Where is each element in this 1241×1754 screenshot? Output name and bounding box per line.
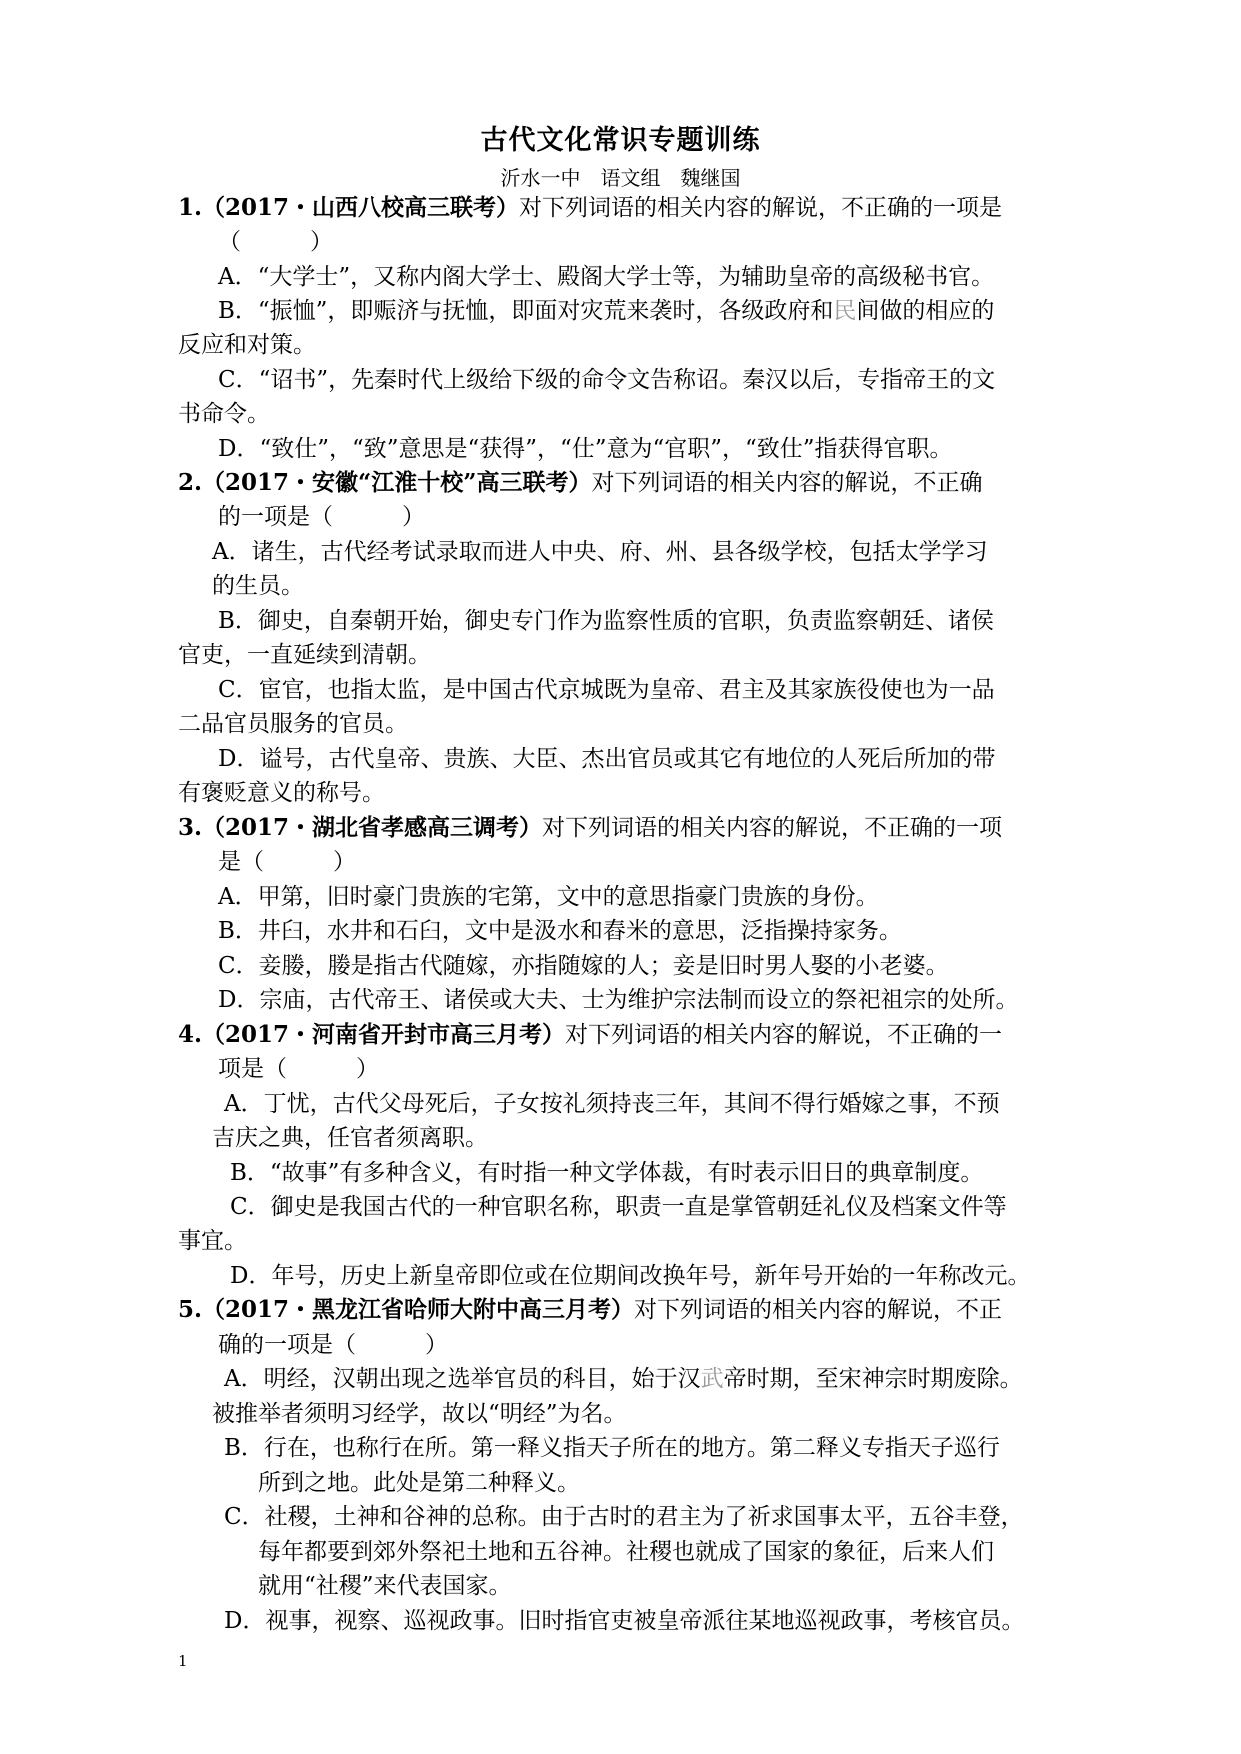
option-a-continued: 被推举者须明习经学，故以“明经”为名。 xyxy=(212,1401,627,1427)
option-d: D．宗庙，古代帝王、诸侯或大夫、士为维护宗法制而设立的祭祀祖宗的处所。 xyxy=(218,987,1019,1013)
option-c: C．妾媵，媵是指古代随嫁，亦指随嫁的人；妾是旧时男人娶的小老婆。 xyxy=(218,953,949,979)
question-4-stem xyxy=(178,1020,1002,1050)
question-text: 对下列词语的相关内容的解说，不正确 xyxy=(591,470,983,496)
question-5-stem-continued: 确的一项是（ ） xyxy=(218,1332,448,1358)
option-b: B．行在，也称行在所。第一释义指天子所在的地方。第二释义专指天子巡行 xyxy=(224,1435,1000,1461)
question-3-stem-continued: 是（ ） xyxy=(218,849,356,875)
question-2-stem xyxy=(178,468,983,498)
option-a: A．甲第，旧时豪门贵族的宅第，文中的意思指豪门贵族的身份。 xyxy=(218,884,879,910)
option-c-continued: 二品官员服务的官员。 xyxy=(178,711,408,737)
option-d: D．“致仕”，“致”意思是“获得”，“仕”意为“官职”，“致仕”指获得官职。 xyxy=(218,436,953,462)
option-c: C．御史是我国古代的一种官职名称，职责一直是掌管朝廷礼仪及档案文件等 xyxy=(230,1194,1007,1220)
question-source: （2017・湖北省孝感高三调考） xyxy=(202,814,543,841)
option-b xyxy=(218,296,994,326)
option-b: B．井臼，水井和石臼，文中是汲水和舂米的意思，泛指操持家务。 xyxy=(218,918,902,944)
question-2-stem-continued: 的一项是（ ） xyxy=(218,504,425,530)
question-text: 对下列词语的相关内容的解说，不正 xyxy=(634,1297,1003,1323)
page-number: 1 xyxy=(178,1652,188,1670)
question-number: 4. xyxy=(178,1021,203,1048)
question-text: 对下列词语的相关内容的解说，不正确的一项 xyxy=(542,815,1003,841)
option-text-faint: 民 xyxy=(833,298,857,324)
question-1-stem xyxy=(178,193,1002,223)
answer-blank: （ ） xyxy=(218,229,333,255)
option-text: 间做的相应的 xyxy=(856,298,995,324)
question-source: （2017・山西八校高三联考） xyxy=(202,194,520,221)
question-3-stem xyxy=(178,813,1002,843)
question-text: 对下列词语的相关内容的解说，不正确的一 xyxy=(565,1022,1003,1048)
option-d-continued: 有褒贬意义的称号。 xyxy=(178,780,385,806)
question-text: 对下列词语的相关内容的解说，不正确的一项是 xyxy=(519,195,1003,221)
option-b: B．“故事”有多种含义，有时指一种文学体裁，有时表示旧日的典章制度。 xyxy=(230,1160,984,1186)
option-text: A．明经，汉朝出现之选举官员的科目，始于汉 xyxy=(224,1366,701,1392)
question-source: （2017・河南省开封市高三月考） xyxy=(202,1021,566,1048)
author-line: 沂水一中 语文组 魏继国 xyxy=(500,166,741,190)
option-a-continued: 吉庆之典，任官者须离职。 xyxy=(212,1125,488,1151)
question-source: （2017・安徽“江淮十校”高三联考） xyxy=(202,469,592,496)
option-d: D．视事，视察、巡视政事。旧时指官吏被皇帝派往某地巡视政事，考核官员。 xyxy=(224,1608,1025,1634)
option-b-continued: 所到之地。此处是第二种释义。 xyxy=(258,1470,580,1496)
option-text: 帝时期，至宋神宗时期废除。 xyxy=(723,1366,1023,1392)
option-text-faint: 武 xyxy=(700,1366,724,1392)
question-number: 1. xyxy=(178,194,203,221)
option-a xyxy=(224,1364,1023,1394)
option-text: B．“振恤”，即赈济与抚恤，即面对灾荒来袭时，各级政府和 xyxy=(218,298,834,324)
question-number: 2. xyxy=(178,469,203,496)
option-a: A．诸生，古代经考试录取而进人中央、府、州、县各级学校，包括太学学习 xyxy=(212,539,988,565)
question-5-stem xyxy=(178,1295,1002,1325)
option-c-continued: 事宜。 xyxy=(178,1228,247,1254)
option-d: D．年号，历史上新皇帝即位或在位期间改换年号，新年号开始的一年称改元。 xyxy=(230,1263,1031,1289)
option-c-continued: 每年都要到郊外祭祀土地和五谷神。社稷也就成了国家的象征，后来人们 xyxy=(258,1539,994,1565)
option-b-continued: 官吏，一直延续到清朝。 xyxy=(178,642,431,668)
option-c: C．宦官，也指太监，是中国古代京城既为皇帝、君主及其家族役使也为一品 xyxy=(218,677,995,703)
option-d: D．谥号，古代皇帝、贵族、大臣、杰出官员或其它有地位的人死后所加的带 xyxy=(218,746,996,772)
page-title: 古代文化常识专题训练 xyxy=(480,125,761,156)
option-c-continued: 就用“社稷”来代表国家。 xyxy=(258,1573,512,1599)
option-b-continued: 反应和对策。 xyxy=(178,332,316,358)
option-a: A．“大学士”，又称内阁大学士、殿阁大学士等，为辅助皇帝的高级秘书官。 xyxy=(218,264,995,290)
option-c: C．“诏书”，先秦时代上级给下级的命令文告称诏。秦汉以后，专指帝王的文 xyxy=(218,367,996,393)
question-number: 5. xyxy=(178,1296,203,1323)
question-source: （2017・黑龙江省哈师大附中高三月考） xyxy=(202,1296,635,1323)
option-c: C．社稷，土神和谷神的总称。由于古时的君主为了祈求国事太平，五谷丰登， xyxy=(224,1504,1024,1530)
option-b: B．御史，自秦朝开始，御史专门作为监察性质的官职，负责监察朝廷、诸侯 xyxy=(218,608,994,634)
option-a-continued: 的生员。 xyxy=(212,573,304,599)
option-c-continued: 书命令。 xyxy=(178,401,270,427)
option-a: A．丁忧，古代父母死后，子女按礼须持丧三年，其间不得行婚嫁之事，不预 xyxy=(224,1091,1000,1117)
question-number: 3. xyxy=(178,814,203,841)
question-4-stem-continued: 项是（ ） xyxy=(218,1056,379,1082)
